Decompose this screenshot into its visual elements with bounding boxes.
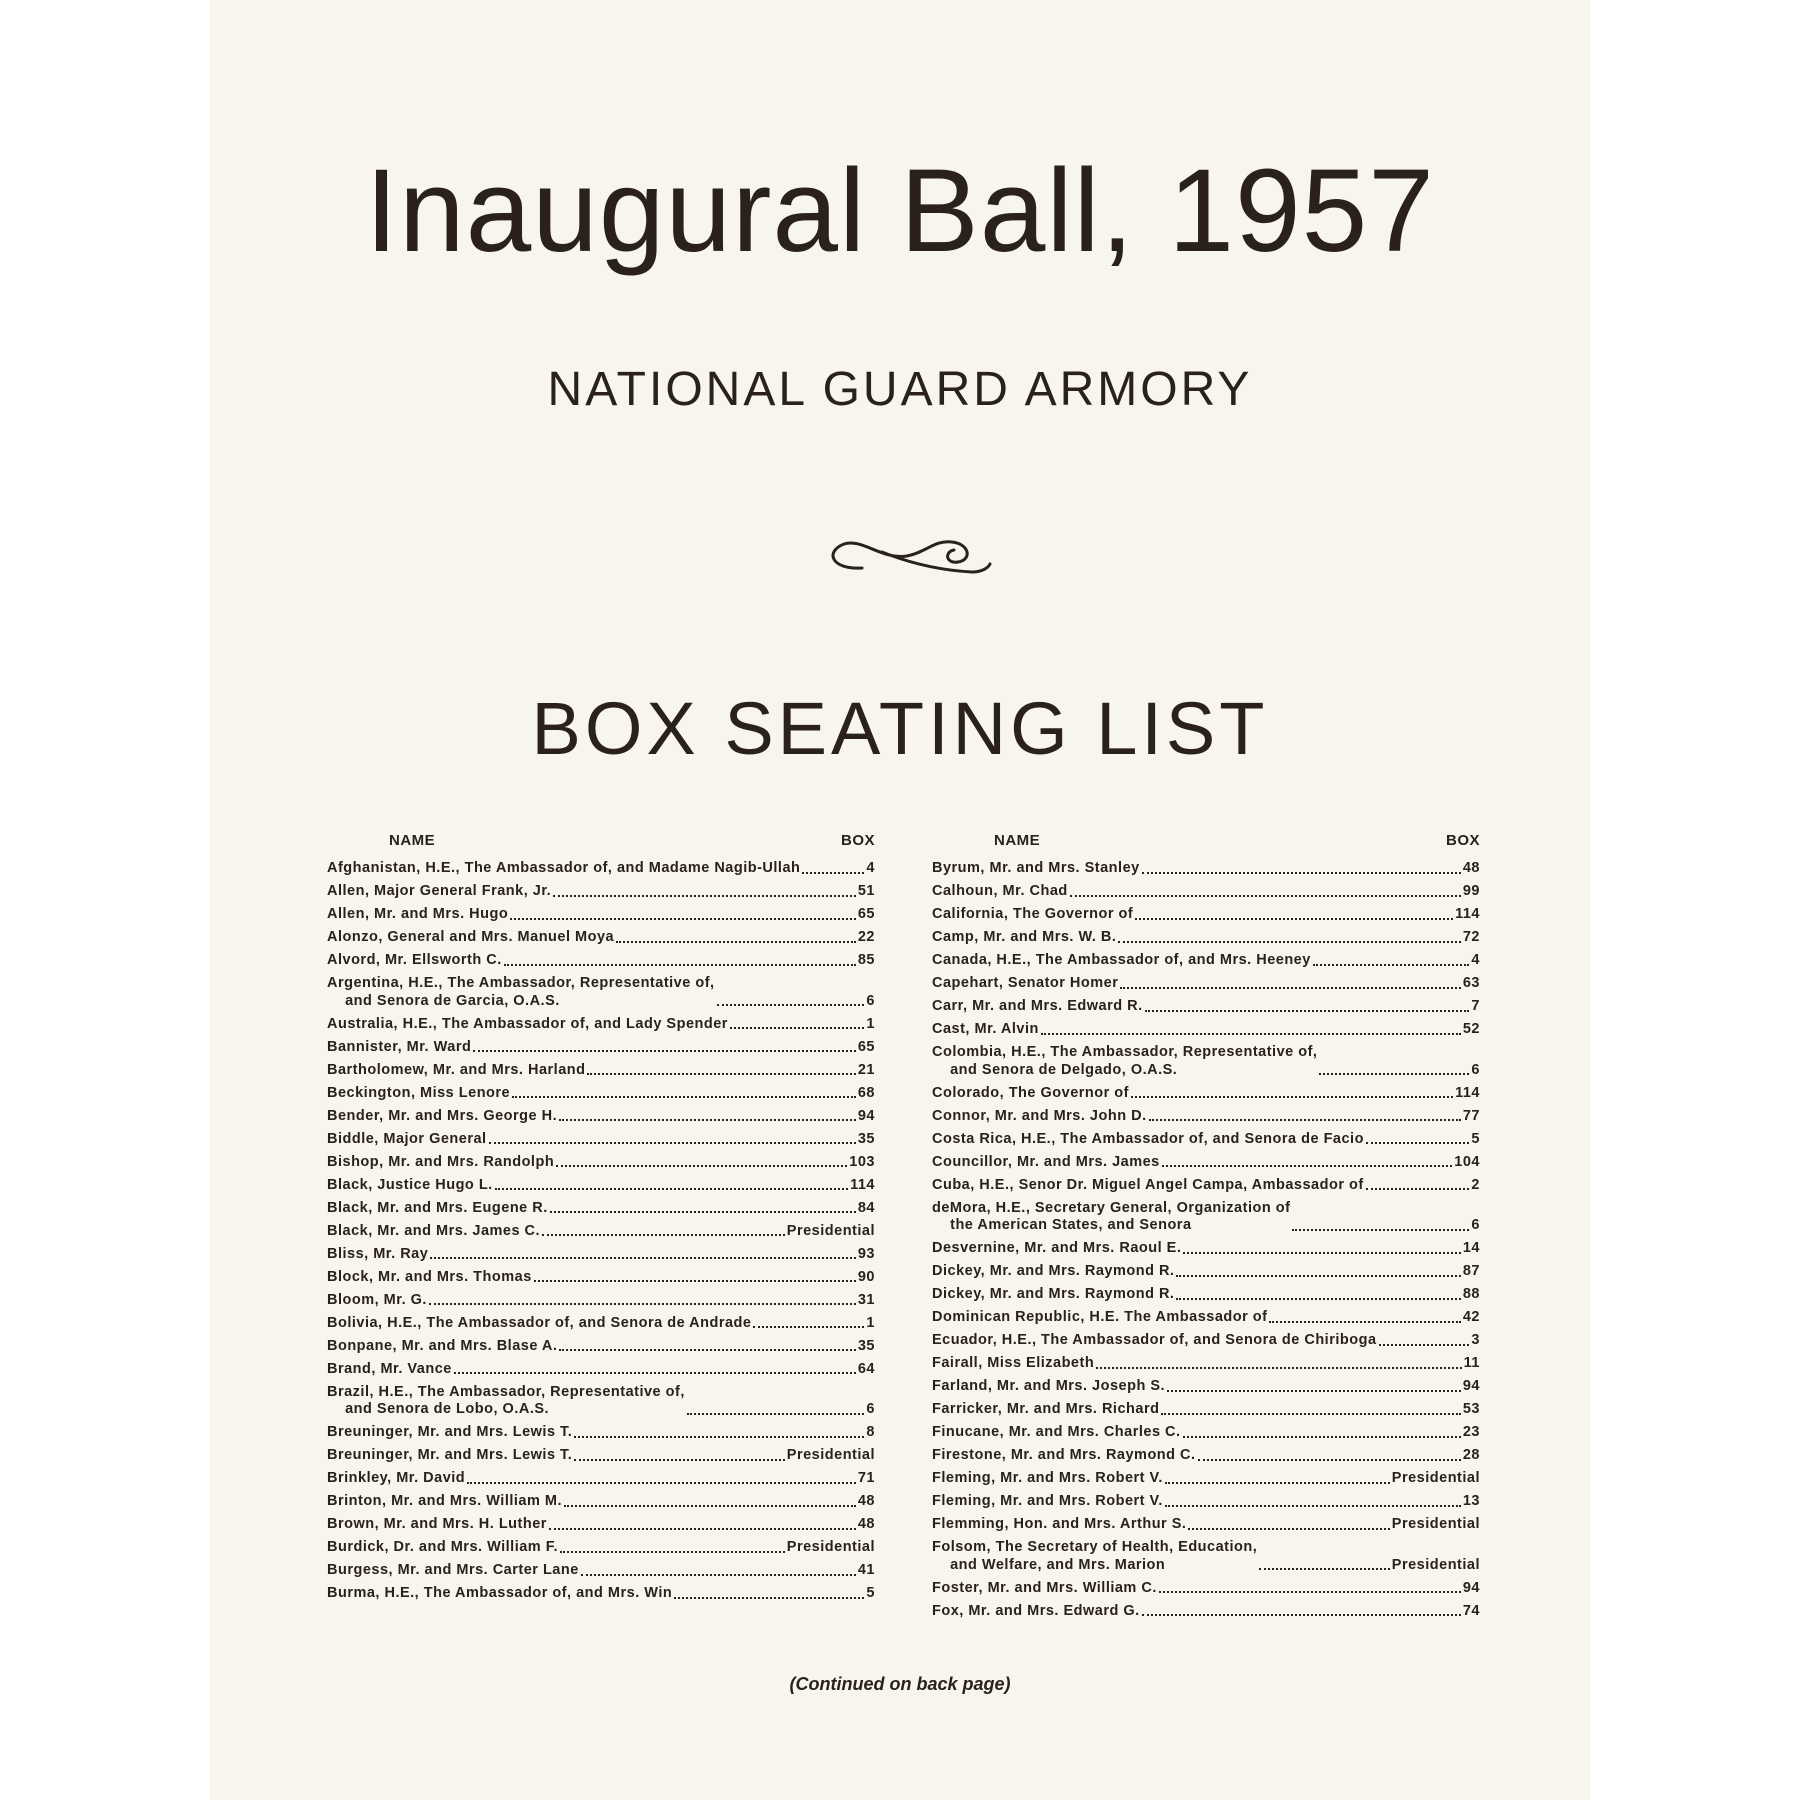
entry-box-number: 28 bbox=[1462, 1447, 1480, 1463]
dot-leader bbox=[1149, 1119, 1461, 1121]
dot-leader bbox=[1198, 1459, 1461, 1461]
entry-name: Bishop, Mr. and Mrs. Randolph bbox=[327, 1153, 555, 1170]
seating-entry bbox=[327, 1085, 875, 1103]
dot-leader bbox=[1366, 1142, 1469, 1144]
seating-entry bbox=[932, 1200, 1480, 1235]
seating-entry bbox=[327, 1539, 875, 1557]
entry-box-number: 4 bbox=[1471, 952, 1480, 968]
entry-box-number: 1 bbox=[866, 1314, 875, 1331]
box-column-header: BOX bbox=[840, 832, 875, 849]
seating-entry bbox=[932, 1603, 1480, 1621]
dot-leader bbox=[560, 1551, 785, 1553]
entry-name: Brown, Mr. and Mrs. H. Luther bbox=[327, 1516, 547, 1532]
entry-name: Bloom, Mr. G. bbox=[327, 1291, 427, 1308]
seating-entry bbox=[932, 1021, 1480, 1039]
seating-entry bbox=[327, 1154, 875, 1172]
entry-box-number: 65 bbox=[857, 1038, 875, 1055]
entry-box-number: 74 bbox=[1462, 1602, 1480, 1619]
seating-entry bbox=[932, 1332, 1480, 1350]
entry-box-number: 42 bbox=[1462, 1309, 1480, 1325]
entry-box-number: Presidential bbox=[1391, 1516, 1480, 1532]
entry-box-number: 7 bbox=[1471, 998, 1480, 1014]
seating-entry bbox=[932, 1240, 1480, 1258]
dot-leader bbox=[1188, 1528, 1389, 1530]
entry-name: Biddle, Major General bbox=[327, 1130, 487, 1147]
entry-name: Argentina, H.E., The Ambassador, Representative of, and Senora de Garcia, O.A.S. bbox=[327, 975, 715, 1009]
entry-name: Burgess, Mr. and Mrs. Carter Lane bbox=[327, 1562, 579, 1578]
entry-name: Capehart, Senator Homer bbox=[932, 975, 1119, 991]
entry-name: Foster, Mr. and Mrs. William C. bbox=[932, 1579, 1157, 1596]
seating-entry bbox=[327, 883, 875, 901]
entry-name: Bannister, Mr. Ward bbox=[327, 1038, 472, 1055]
dot-leader bbox=[559, 1349, 855, 1351]
entry-name: Burma, H.E., The Ambassador of, and Mrs. Win bbox=[327, 1585, 673, 1601]
entry-name: Finucane, Mr. and Mrs. Charles C. bbox=[932, 1424, 1181, 1440]
entry-box-number: 8 bbox=[866, 1424, 875, 1440]
list-heading: BOX SEATING LIST bbox=[531, 687, 1269, 770]
dot-leader bbox=[1176, 1275, 1460, 1277]
dot-leader bbox=[510, 918, 856, 920]
dot-leader bbox=[1161, 1413, 1460, 1415]
seating-entry bbox=[932, 860, 1480, 878]
seating-entry bbox=[932, 1085, 1480, 1103]
seating-entry bbox=[932, 1177, 1480, 1195]
entry-name: Farricker, Mr. and Mrs. Richard bbox=[932, 1401, 1160, 1417]
dot-leader bbox=[1142, 1614, 1461, 1616]
seating-entry bbox=[932, 929, 1480, 947]
entry-box-number: 22 bbox=[857, 929, 875, 945]
entry-box-number: 93 bbox=[857, 1245, 875, 1262]
seating-entry bbox=[932, 1580, 1480, 1598]
entry-box-number: 52 bbox=[1462, 1021, 1480, 1037]
entry-name: Camp, Mr. and Mrs. W. B. bbox=[932, 929, 1117, 945]
entry-box-number: 94 bbox=[1462, 1579, 1480, 1596]
dot-leader bbox=[1096, 1367, 1461, 1369]
entry-name: Firestone, Mr. and Mrs. Raymond C. bbox=[932, 1447, 1196, 1463]
dot-leader bbox=[429, 1303, 856, 1305]
entry-box-number: 1 bbox=[866, 1015, 875, 1032]
dot-leader bbox=[473, 1050, 856, 1052]
seating-entry bbox=[932, 883, 1480, 901]
dot-leader bbox=[430, 1257, 856, 1259]
entry-name: California, The Governor of bbox=[932, 906, 1134, 922]
seating-entry bbox=[327, 1177, 875, 1195]
entry-name: Flemming, Hon. and Mrs. Arthur S. bbox=[932, 1516, 1187, 1532]
seating-entry bbox=[327, 1585, 875, 1603]
entry-name: Carr, Mr. and Mrs. Edward R. bbox=[932, 998, 1143, 1014]
entry-name: Dickey, Mr. and Mrs. Raymond R. bbox=[932, 1263, 1175, 1279]
entry-box-number: 94 bbox=[857, 1107, 875, 1124]
entry-box-number: 14 bbox=[1462, 1240, 1480, 1256]
entry-name: Black, Justice Hugo L. bbox=[327, 1176, 493, 1193]
seating-entry bbox=[932, 1401, 1480, 1419]
dot-leader bbox=[1120, 987, 1461, 989]
entry-box-number: 51 bbox=[857, 883, 875, 899]
flourish-ornament bbox=[822, 530, 992, 580]
entry-box-number: 90 bbox=[857, 1268, 875, 1285]
seating-entry bbox=[932, 906, 1480, 924]
dot-leader bbox=[581, 1574, 856, 1576]
dot-leader bbox=[564, 1505, 856, 1507]
seating-entry bbox=[327, 1269, 875, 1287]
dot-leader bbox=[674, 1597, 864, 1599]
entry-name: Fox, Mr. and Mrs. Edward G. bbox=[932, 1602, 1140, 1619]
entry-name: Dominican Republic, H.E. The Ambassador of bbox=[932, 1309, 1268, 1325]
seating-entry bbox=[327, 1493, 875, 1511]
document-page bbox=[210, 0, 1590, 1800]
entry-box-number: 65 bbox=[857, 906, 875, 922]
dot-leader bbox=[1118, 941, 1460, 943]
entry-name: Connor, Mr. and Mrs. John D. bbox=[932, 1107, 1147, 1124]
dot-leader bbox=[1041, 1033, 1461, 1035]
entry-name: Fleming, Mr. and Mrs. Robert V. bbox=[932, 1493, 1163, 1509]
entry-name: Fleming, Mr. and Mrs. Robert V. bbox=[932, 1470, 1163, 1486]
dot-leader bbox=[1131, 1096, 1453, 1098]
seating-entry bbox=[327, 1562, 875, 1580]
dot-leader bbox=[550, 1211, 856, 1213]
continued-note: (Continued on back page) bbox=[789, 1674, 1011, 1694]
entry-name: Calhoun, Mr. Chad bbox=[932, 883, 1068, 899]
entry-box-number: 41 bbox=[857, 1562, 875, 1578]
entry-name: Afghanistan, H.E., The Ambassador of, and Madame Nagib-Ullah bbox=[327, 860, 801, 876]
entry-box-number: Presidential bbox=[786, 1222, 875, 1239]
dot-leader bbox=[495, 1188, 848, 1190]
entry-name: Beckington, Miss Lenore bbox=[327, 1084, 511, 1101]
seating-entry bbox=[327, 1424, 875, 1442]
entry-box-number: 71 bbox=[857, 1470, 875, 1486]
dot-leader bbox=[504, 964, 856, 966]
name-column-header: NAME bbox=[389, 832, 436, 849]
entry-list bbox=[327, 860, 875, 1603]
document-subtitle: NATIONAL GUARD ARMORY bbox=[547, 363, 1253, 416]
entry-box-number: 114 bbox=[1455, 906, 1480, 922]
entry-name: Councillor, Mr. and Mrs. James bbox=[932, 1153, 1160, 1170]
entry-name: Burdick, Dr. and Mrs. William F. bbox=[327, 1539, 559, 1555]
seating-entry bbox=[327, 1200, 875, 1218]
seating-entry bbox=[327, 1292, 875, 1310]
entry-name: Bonpane, Mr. and Mrs. Blase A. bbox=[327, 1337, 558, 1354]
entry-box-number: 87 bbox=[1462, 1263, 1480, 1279]
dot-leader bbox=[489, 1142, 856, 1144]
entry-box-number: 99 bbox=[1462, 883, 1480, 899]
name-column-header: NAME bbox=[994, 832, 1041, 849]
dot-leader bbox=[1366, 1188, 1470, 1190]
entry-box-number: 23 bbox=[1462, 1424, 1480, 1440]
seating-entry bbox=[327, 975, 875, 1010]
entry-name: Bliss, Mr. Ray bbox=[327, 1245, 429, 1262]
entry-name: Brand, Mr. Vance bbox=[327, 1360, 452, 1377]
entry-box-number: 85 bbox=[857, 952, 875, 968]
entry-name: Colombia, H.E., The Ambassador, Representative of, and Senora de Delgado, O.A.S. bbox=[932, 1044, 1318, 1078]
seating-entry bbox=[327, 1470, 875, 1488]
entry-name: Allen, Major General Frank, Jr. bbox=[327, 883, 552, 899]
seating-entry bbox=[327, 1039, 875, 1057]
dot-leader bbox=[1165, 1505, 1461, 1507]
seating-entry bbox=[327, 1246, 875, 1264]
entry-box-number: 72 bbox=[1462, 929, 1480, 945]
box-column-header: BOX bbox=[1445, 832, 1480, 849]
dot-leader bbox=[512, 1096, 856, 1098]
seating-entry bbox=[327, 1108, 875, 1126]
entry-name: deMora, H.E., Secretary General, Organization of the American States, and Senora bbox=[932, 1199, 1291, 1233]
dot-leader bbox=[753, 1326, 864, 1328]
entry-box-number: 31 bbox=[857, 1291, 875, 1308]
entry-name: Byrum, Mr. and Mrs. Stanley bbox=[932, 860, 1140, 876]
entry-name: Brinton, Mr. and Mrs. William M. bbox=[327, 1493, 562, 1509]
seating-entry bbox=[327, 1384, 875, 1419]
seating-entry bbox=[327, 1338, 875, 1356]
entry-name: Desvernine, Mr. and Mrs. Raoul E. bbox=[932, 1240, 1182, 1256]
seating-entry bbox=[932, 1309, 1480, 1327]
entry-box-number: 35 bbox=[857, 1337, 875, 1354]
seating-entry bbox=[932, 1493, 1480, 1511]
entry-box-number: 2 bbox=[1471, 1176, 1480, 1193]
seating-entry bbox=[327, 1016, 875, 1034]
entry-box-number: 11 bbox=[1463, 1355, 1480, 1371]
seating-entry bbox=[932, 1424, 1480, 1442]
entry-box-number: 88 bbox=[1462, 1286, 1480, 1302]
entry-name: Alvord, Mr. Ellsworth C. bbox=[327, 952, 502, 968]
document-title: Inaugural Ball, 1957 bbox=[365, 145, 1435, 277]
entry-box-number: 6 bbox=[1471, 1061, 1480, 1078]
entry-box-number: 103 bbox=[849, 1153, 875, 1170]
entry-name: Breuninger, Mr. and Mrs. Lewis T. bbox=[327, 1447, 573, 1463]
entry-box-number: Presidential bbox=[1391, 1556, 1480, 1573]
entry-name: Australia, H.E., The Ambassador of, and Lady Spender bbox=[327, 1015, 728, 1032]
column-header bbox=[327, 832, 875, 860]
seating-entry bbox=[327, 1516, 875, 1534]
dot-leader bbox=[1162, 1165, 1453, 1167]
dot-leader bbox=[1183, 1436, 1461, 1438]
entry-name: Black, Mr. and Mrs. James C. bbox=[327, 1222, 541, 1239]
dot-leader bbox=[1165, 1482, 1390, 1484]
dot-leader bbox=[559, 1119, 856, 1121]
seating-entry bbox=[932, 1516, 1480, 1534]
dot-leader bbox=[1070, 895, 1461, 897]
seating-entry bbox=[932, 1378, 1480, 1396]
dot-leader bbox=[1135, 918, 1453, 920]
entry-box-number: 64 bbox=[857, 1360, 875, 1377]
entry-name: Farland, Mr. and Mrs. Joseph S. bbox=[932, 1378, 1166, 1394]
dot-leader bbox=[1319, 1073, 1469, 1075]
entry-box-number: 6 bbox=[866, 1401, 875, 1417]
entry-box-number: 13 bbox=[1462, 1493, 1480, 1509]
seating-entry bbox=[327, 1447, 875, 1465]
entry-box-number: Presidential bbox=[1391, 1470, 1480, 1486]
dot-leader bbox=[542, 1234, 785, 1236]
entry-box-number: 77 bbox=[1462, 1107, 1480, 1124]
seating-entry bbox=[327, 1062, 875, 1080]
entry-box-number: 4 bbox=[866, 860, 875, 876]
seating-entry bbox=[932, 1539, 1480, 1574]
entry-box-number: Presidential bbox=[786, 1539, 875, 1555]
dot-leader bbox=[534, 1280, 856, 1282]
dot-leader bbox=[1269, 1321, 1460, 1323]
seating-entry bbox=[327, 906, 875, 924]
dot-leader bbox=[1142, 872, 1461, 874]
entry-box-number: 48 bbox=[1462, 860, 1480, 876]
entry-name: Allen, Mr. and Mrs. Hugo bbox=[327, 906, 509, 922]
dot-leader bbox=[574, 1459, 784, 1461]
entry-box-number: 6 bbox=[866, 992, 875, 1009]
seating-entry bbox=[932, 1263, 1480, 1281]
seating-entry bbox=[932, 1044, 1480, 1079]
entry-box-number: 94 bbox=[1462, 1378, 1480, 1394]
entry-name: Ecuador, H.E., The Ambassador of, and Senora de Chiriboga bbox=[932, 1332, 1377, 1348]
entry-box-number: 63 bbox=[1462, 975, 1480, 991]
dot-leader bbox=[1259, 1568, 1390, 1570]
dot-leader bbox=[687, 1413, 865, 1415]
entry-name: Breuninger, Mr. and Mrs. Lewis T. bbox=[327, 1424, 573, 1440]
seating-entry bbox=[327, 1361, 875, 1379]
entry-name: Dickey, Mr. and Mrs. Raymond R. bbox=[932, 1286, 1175, 1302]
dot-leader bbox=[587, 1073, 855, 1075]
entry-box-number: 84 bbox=[857, 1199, 875, 1216]
dot-leader bbox=[549, 1528, 856, 1530]
dot-leader bbox=[454, 1372, 856, 1374]
dot-leader bbox=[467, 1482, 856, 1484]
entry-name: Bender, Mr. and Mrs. George H. bbox=[327, 1107, 558, 1124]
entry-box-number: 5 bbox=[866, 1585, 875, 1601]
seating-entry bbox=[327, 1315, 875, 1333]
dot-leader bbox=[616, 941, 856, 943]
seating-entry bbox=[932, 1154, 1480, 1172]
seating-column-right bbox=[932, 832, 1480, 1626]
entry-name: Black, Mr. and Mrs. Eugene R. bbox=[327, 1199, 548, 1216]
entry-list bbox=[932, 860, 1480, 1620]
entry-box-number: 104 bbox=[1454, 1153, 1480, 1170]
seating-entry bbox=[932, 1131, 1480, 1149]
entry-name: Costa Rica, H.E., The Ambassador of, and Senora de Facio bbox=[932, 1130, 1364, 1147]
entry-name: Canada, H.E., The Ambassador of, and Mrs. Heeney bbox=[932, 952, 1311, 968]
seating-entry bbox=[932, 952, 1480, 970]
entry-name: Block, Mr. and Mrs. Thomas bbox=[327, 1268, 532, 1285]
seating-entry bbox=[932, 1447, 1480, 1465]
entry-box-number: 48 bbox=[857, 1516, 875, 1532]
dot-leader bbox=[553, 895, 856, 897]
dot-leader bbox=[1145, 1010, 1470, 1012]
dot-leader bbox=[574, 1436, 864, 1438]
seating-entry bbox=[327, 952, 875, 970]
entry-name: Fairall, Miss Elizabeth bbox=[932, 1355, 1095, 1371]
dot-leader bbox=[556, 1165, 847, 1167]
entry-name: Alonzo, General and Mrs. Manuel Moya bbox=[327, 929, 615, 945]
entry-box-number: 35 bbox=[857, 1130, 875, 1147]
dot-leader bbox=[1183, 1252, 1460, 1254]
entry-name: Brazil, H.E., The Ambassador, Representative of, and Senora de Lobo, O.A.S. bbox=[327, 1383, 685, 1417]
seating-column-left bbox=[327, 832, 875, 1608]
entry-name: Bolivia, H.E., The Ambassador of, and Senora de Andrade bbox=[327, 1314, 752, 1331]
dot-leader bbox=[1292, 1229, 1469, 1231]
entry-name: Brinkley, Mr. David bbox=[327, 1470, 466, 1486]
entry-box-number: 114 bbox=[850, 1176, 875, 1193]
entry-box-number: 3 bbox=[1471, 1332, 1480, 1348]
seating-entry bbox=[932, 1470, 1480, 1488]
entry-name: Cuba, H.E., Senor Dr. Miguel Angel Campa, Ambassador of bbox=[932, 1176, 1364, 1193]
dot-leader bbox=[1176, 1298, 1460, 1300]
dot-leader bbox=[802, 872, 864, 874]
seating-entry bbox=[327, 860, 875, 878]
dot-leader bbox=[1159, 1591, 1461, 1593]
seating-entry bbox=[327, 929, 875, 947]
entry-name: Cast, Mr. Alvin bbox=[932, 1021, 1039, 1037]
entry-box-number: 48 bbox=[857, 1493, 875, 1509]
dot-leader bbox=[1313, 964, 1470, 966]
dot-leader bbox=[1379, 1344, 1470, 1346]
entry-box-number: 5 bbox=[1471, 1130, 1480, 1147]
dot-leader bbox=[730, 1027, 864, 1029]
entry-name: Folsom, The Secretary of Health, Education, and Welfare, and Mrs. Marion bbox=[932, 1539, 1258, 1573]
entry-box-number: 68 bbox=[857, 1084, 875, 1101]
dot-leader bbox=[717, 1004, 865, 1006]
entry-name: Colorado, The Governor of bbox=[932, 1084, 1129, 1101]
dot-leader bbox=[1167, 1390, 1461, 1392]
column-header bbox=[932, 832, 1480, 860]
seating-entry bbox=[932, 975, 1480, 993]
seating-entry bbox=[327, 1131, 875, 1149]
seating-entry bbox=[932, 1108, 1480, 1126]
seating-entry bbox=[932, 1286, 1480, 1304]
entry-box-number: 6 bbox=[1471, 1217, 1480, 1233]
seating-entry bbox=[327, 1223, 875, 1241]
entry-box-number: 21 bbox=[857, 1061, 875, 1078]
entry-box-number: 53 bbox=[1462, 1401, 1480, 1417]
seating-entry bbox=[932, 998, 1480, 1016]
entry-name: Bartholomew, Mr. and Mrs. Harland bbox=[327, 1061, 586, 1078]
entry-box-number: Presidential bbox=[786, 1447, 875, 1463]
seating-entry bbox=[932, 1355, 1480, 1373]
entry-box-number: 114 bbox=[1455, 1084, 1480, 1101]
